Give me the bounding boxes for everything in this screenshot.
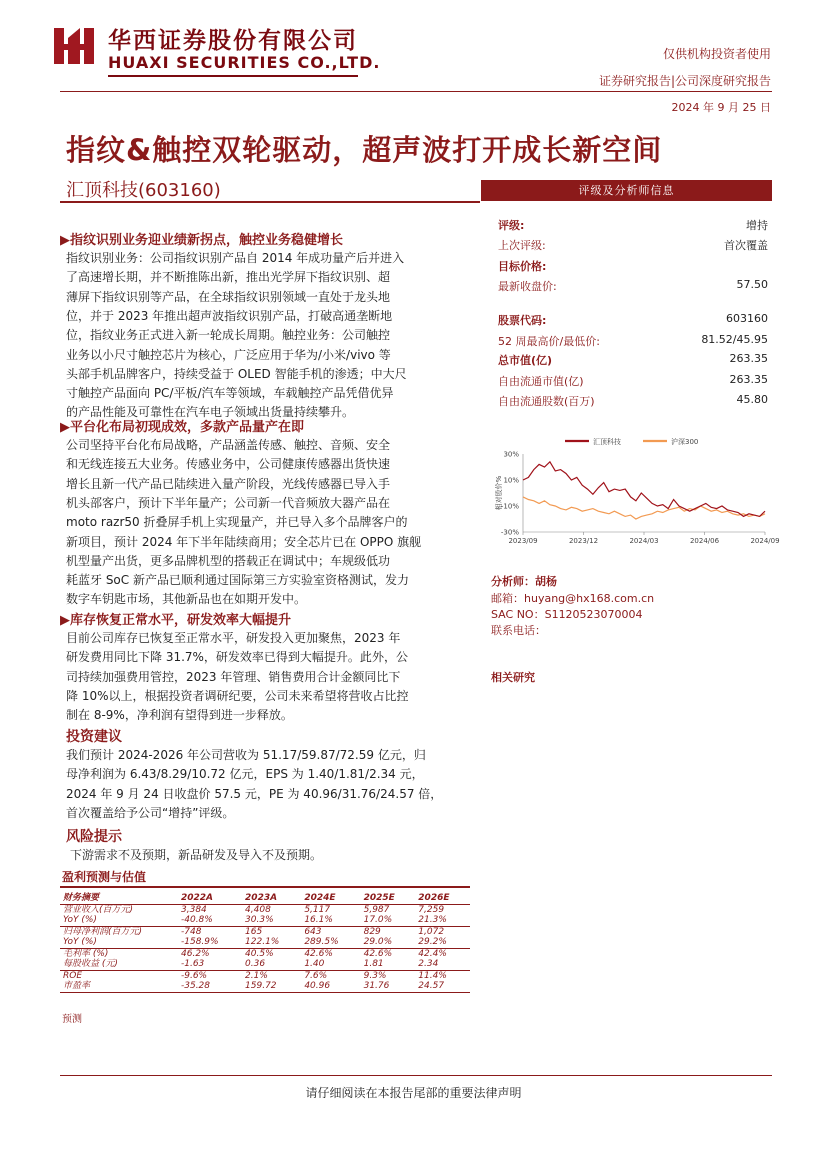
table-header-row bbox=[60, 893, 470, 904]
row-label: 每股收益 (元) bbox=[60, 959, 178, 970]
paragraph-line: 2024 年 9 月 24 日收盘价 57.5 元，PE 为 40.96/31.76/24.57 倍， bbox=[66, 786, 443, 801]
table-title-divider bbox=[60, 886, 470, 888]
rating-key: 上次评级: bbox=[498, 239, 546, 252]
forecast-table bbox=[60, 893, 470, 993]
y-tick-label: 30% bbox=[503, 450, 519, 459]
section-heading: ▶指纹识别业务迎业绩新拐点，触控业务稳健增长 bbox=[60, 233, 343, 248]
column-header: 2023A bbox=[242, 893, 301, 904]
rating-value: 263.35 bbox=[729, 373, 768, 386]
paragraph-line: 位，并于 2023 年推出超声波指纹识别产品，打破高通垄断地 bbox=[66, 308, 393, 323]
table-cell: 16.1% bbox=[301, 915, 360, 926]
table-cell: 9.3% bbox=[363, 970, 387, 981]
table-cell: 30.3% bbox=[242, 915, 301, 926]
brand-underline bbox=[108, 75, 358, 77]
column-header: 财务摘要 bbox=[60, 893, 178, 904]
paragraph-line: 耗蓝牙 SoC 新产品已顺利通过国际第三方实验室资格测试，发力 bbox=[66, 573, 409, 588]
column-header: 2022A bbox=[178, 893, 242, 904]
table-cell: 643 bbox=[304, 926, 322, 937]
paragraph-line: 我们预计 2024-2026 年公司营收为 51.17/59.87/72.59 亿元，归 bbox=[66, 748, 426, 762]
section-heading: ▶库存恢复正常水平，研发效率大幅提升 bbox=[60, 613, 291, 628]
legend-label: 沪深300 bbox=[671, 438, 699, 446]
rating-key: 自由流通市值(亿) bbox=[498, 375, 584, 388]
x-tick-label: 2023/12 bbox=[568, 537, 599, 545]
table-cell: 2.34 bbox=[415, 959, 470, 970]
paragraph-line: 增长且新一代产品已陆续进入量产阶段，光线传感器已导入手 bbox=[66, 476, 391, 491]
table-cell: 7,259 bbox=[418, 904, 445, 915]
related-research-label: 相关研究 bbox=[491, 671, 535, 684]
forecast-table-title: 盈利预测与估值 bbox=[62, 870, 147, 884]
rating-value: 增持 bbox=[746, 219, 768, 232]
table-cell: 7.6% bbox=[304, 970, 328, 981]
table-row bbox=[60, 904, 470, 915]
table-cell: 42.6% bbox=[304, 948, 333, 959]
brand-name-cn: 华西证券股份有限公司 bbox=[108, 28, 358, 54]
table-cell: 5,987 bbox=[363, 904, 390, 915]
table-cell: 0.36 bbox=[242, 959, 301, 970]
table-cell: 31.76 bbox=[361, 981, 416, 992]
paragraph-line: 司持续加强费用管控，2023 年管理、销售费用合计金额同比下 bbox=[66, 669, 401, 684]
paragraph-line: 位，指纹业务正式进入新一轮成长周期。触控业务：公司触控 bbox=[66, 328, 391, 343]
analyst-name: 分析师：胡杨 bbox=[491, 575, 557, 588]
table-cell: 21.3% bbox=[415, 915, 470, 926]
audience-notice: 仅供机构投资者使用 bbox=[662, 47, 771, 61]
report-type: 证券研究报告|公司深度研究报告 bbox=[598, 74, 771, 88]
column-header: 2025E bbox=[361, 893, 416, 904]
paragraph-line: 了高速增长期，并不断推陈出新，推出光学屏下指纹识别、超 bbox=[66, 270, 391, 285]
table-cell: 159.72 bbox=[242, 981, 301, 992]
footer-divider bbox=[60, 1075, 772, 1076]
table-cell: 42.4% bbox=[418, 948, 447, 959]
rating-row bbox=[498, 333, 768, 349]
x-tick-label: 2024/09 bbox=[750, 537, 780, 545]
paragraph-line: 和无线连接五大业务。传感业务中，公司健康传感器出货快速 bbox=[66, 457, 391, 472]
analyst-email: 邮箱：huyang@hx168.com.cn bbox=[491, 592, 655, 605]
rating-row bbox=[498, 373, 768, 389]
legal-disclaimer: 请仔细阅读在本报告尾部的重要法律声明 bbox=[305, 1086, 522, 1100]
table-cell: -9.6% bbox=[181, 970, 208, 981]
rating-key: 股票代码: bbox=[498, 314, 547, 327]
rating-row bbox=[498, 312, 768, 328]
paragraph-line: 首次覆盖给予公司“增持”评级。 bbox=[66, 805, 235, 820]
analyst-sac: SAC NO：S1120523070004 bbox=[491, 608, 643, 621]
rating-value: 首次覆盖 bbox=[724, 239, 768, 252]
paragraph-line: 制在 8-9%，净利润有望得到进一步释放。 bbox=[66, 708, 293, 723]
paragraph-line: 薄屏下指纹识别等产品，在全球指纹识别领域一直处于龙头地 bbox=[66, 289, 391, 304]
row-label: 毛利率 (%) bbox=[63, 948, 109, 959]
table-row bbox=[60, 948, 470, 959]
row-label: 营业收入(百万元) bbox=[63, 904, 134, 915]
paragraph-line: 寸触控产品面向 PC/平板/汽车等领域，车载触控产品凭借优异 bbox=[66, 386, 394, 401]
rating-row bbox=[498, 393, 768, 409]
huaxi-logo-icon bbox=[50, 24, 98, 68]
paragraph-line: 降 10%以上，根据投资者调研纪要，公司未来希望将营收占比控 bbox=[66, 688, 409, 703]
table-cell: 40.96 bbox=[301, 981, 360, 992]
table-footnote: 预测 bbox=[62, 1014, 82, 1025]
table-row bbox=[60, 915, 470, 926]
rating-key: 最新收盘价: bbox=[498, 280, 557, 293]
table-cell: 289.5% bbox=[301, 937, 360, 948]
y-tick-label: 10% bbox=[503, 476, 519, 485]
paragraph-line: 新项目，预计 2024 年下半年陆续商用；安全芯片已在 OPPO 旗舰 bbox=[66, 534, 422, 549]
paragraph-line: moto razr50 折叠屏手机上实现量产，并已导入多个品牌客户的 bbox=[66, 515, 408, 530]
table-cell: 29.2% bbox=[415, 937, 470, 948]
title-divider bbox=[60, 201, 480, 203]
rating-key: 评级: bbox=[498, 219, 525, 232]
table-cell: 2.1% bbox=[245, 970, 268, 981]
paragraph-line: 的产品性能及可靠性在汽车电子领域出货量持续攀升。 bbox=[66, 405, 355, 420]
row-label: 市盈率 bbox=[60, 981, 178, 992]
rating-value: 45.80 bbox=[736, 393, 768, 406]
table-cell: -158.9% bbox=[178, 937, 242, 948]
paragraph-line: 目前公司库存已恢复至正常水平，研发投入更加聚焦，2023 年 bbox=[66, 631, 401, 645]
report-title: 指纹&触控双轮驱动，超声波打开成长新空间 bbox=[66, 133, 663, 167]
row-label: YoY (%) bbox=[60, 937, 178, 948]
brand-name-en: HUAXI SECURITIES CO.,LTD. bbox=[108, 53, 381, 72]
paragraph-line: 公司坚持平台化布局战略，产品涵盖传感、触控、音频、安全 bbox=[66, 438, 391, 452]
section-heading: 投资建议 bbox=[66, 729, 122, 745]
table-cell: 1.40 bbox=[301, 959, 360, 970]
report-date: 2024 年 9 月 25 日 bbox=[671, 101, 771, 114]
analyst-phone: 联系电话： bbox=[491, 624, 546, 637]
table-cell: 3,384 bbox=[181, 904, 207, 915]
section-heading: 风险提示 bbox=[66, 829, 122, 845]
rating-row bbox=[498, 352, 768, 368]
rating-value: 57.50 bbox=[736, 278, 768, 291]
table-cell: 1,072 bbox=[418, 926, 445, 937]
row-label: ROE bbox=[63, 970, 83, 981]
rating-key: 52 周最高价/最低价: bbox=[498, 335, 600, 348]
table-row bbox=[60, 926, 470, 937]
paragraph-line: 机型量产出货，更多品牌机型的搭载正在调试中；车规级低功 bbox=[66, 553, 391, 568]
table-row bbox=[60, 959, 470, 970]
rating-row bbox=[498, 237, 768, 253]
x-tick-label: 2023/09 bbox=[508, 537, 538, 545]
y-tick-label: -30% bbox=[500, 528, 519, 537]
rating-row bbox=[498, 278, 768, 294]
rating-row bbox=[498, 217, 768, 233]
table-cell: 5,117 bbox=[304, 904, 331, 915]
row-label: YoY (%) bbox=[60, 915, 178, 926]
legend-label: 汇顶科技 bbox=[593, 438, 621, 446]
table-cell: 46.2% bbox=[181, 948, 210, 959]
table-cell: 17.0% bbox=[361, 915, 416, 926]
company-name: 汇顶科技(603160) bbox=[66, 180, 221, 201]
paragraph-line: 下游需求不及预期，新品研发及导入不及预期。 bbox=[70, 848, 323, 862]
rating-value: 81.52/45.95 bbox=[701, 333, 768, 346]
relative-price-chart bbox=[493, 432, 780, 554]
header-divider bbox=[60, 91, 772, 92]
table-cell: -748 bbox=[181, 926, 202, 937]
paragraph-line: 业务以小尺寸触控芯片为核心，广泛应用于华为/小米/vivo 等 bbox=[66, 347, 391, 362]
table-cell: 40.5% bbox=[245, 948, 274, 959]
table-cell: 24.57 bbox=[415, 981, 470, 992]
column-header: 2024E bbox=[301, 893, 360, 904]
rating-panel-header: 评级及分析师信息 bbox=[481, 180, 772, 201]
table-cell: 29.0% bbox=[361, 937, 416, 948]
table-cell: 165 bbox=[245, 926, 263, 937]
x-tick-label: 2024/06 bbox=[689, 537, 720, 545]
table-row bbox=[60, 981, 470, 992]
x-tick-label: 2024/03 bbox=[629, 537, 659, 545]
section-heading: ▶平台化布局初现成效，多款产品量产在即 bbox=[60, 420, 304, 435]
y-tick-label: -10% bbox=[500, 502, 519, 511]
table-cell: 4,408 bbox=[245, 904, 271, 915]
rating-row bbox=[498, 258, 768, 274]
table-cell: -1.63 bbox=[178, 959, 242, 970]
rating-value: 263.35 bbox=[729, 352, 768, 365]
series-line-csi300 bbox=[523, 497, 765, 519]
paragraph-line: 母净利润为 6.43/8.29/10.72 亿元，EPS 为 1.40/1.81/2.34 元， bbox=[66, 767, 424, 782]
table-cell: -40.8% bbox=[178, 915, 242, 926]
paragraph-line: 机头部客户，预计下半年量产；公司新一代音频放大器产品在 bbox=[66, 495, 391, 510]
table-cell: 829 bbox=[363, 926, 381, 937]
y-axis-label: 相对股价% bbox=[495, 475, 503, 511]
rating-key: 自由流通股数(百万) bbox=[498, 395, 595, 408]
rating-key: 目标价格: bbox=[498, 260, 547, 273]
paragraph-line: 头部手机品牌客户，持续受益于 OLED 智能手机的渗透；中大尺 bbox=[66, 366, 407, 381]
table-cell: -35.28 bbox=[178, 981, 242, 992]
paragraph-line: 数字车钥匙市场，其他新品也在如期开发中。 bbox=[66, 592, 307, 607]
table-row bbox=[60, 937, 470, 948]
column-header: 2026E bbox=[415, 893, 470, 904]
table-cell: 42.6% bbox=[363, 948, 393, 959]
paragraph-line: 指纹识别业务：公司指纹识别产品自 2014 年成功量产后并进入 bbox=[66, 251, 405, 265]
rating-key: 总市值(亿) bbox=[498, 354, 553, 367]
row-label: 归母净利润(百万元) bbox=[63, 926, 143, 937]
table-cell: 1.81 bbox=[361, 959, 416, 970]
table-cell: 11.4% bbox=[418, 970, 447, 981]
paragraph-line: 研发费用同比下降 31.7%，研发效率已得到大幅提升。此外，公 bbox=[66, 650, 408, 665]
rating-value: 603160 bbox=[726, 312, 768, 325]
table-row bbox=[60, 970, 470, 981]
table-cell: 122.1% bbox=[242, 937, 301, 948]
